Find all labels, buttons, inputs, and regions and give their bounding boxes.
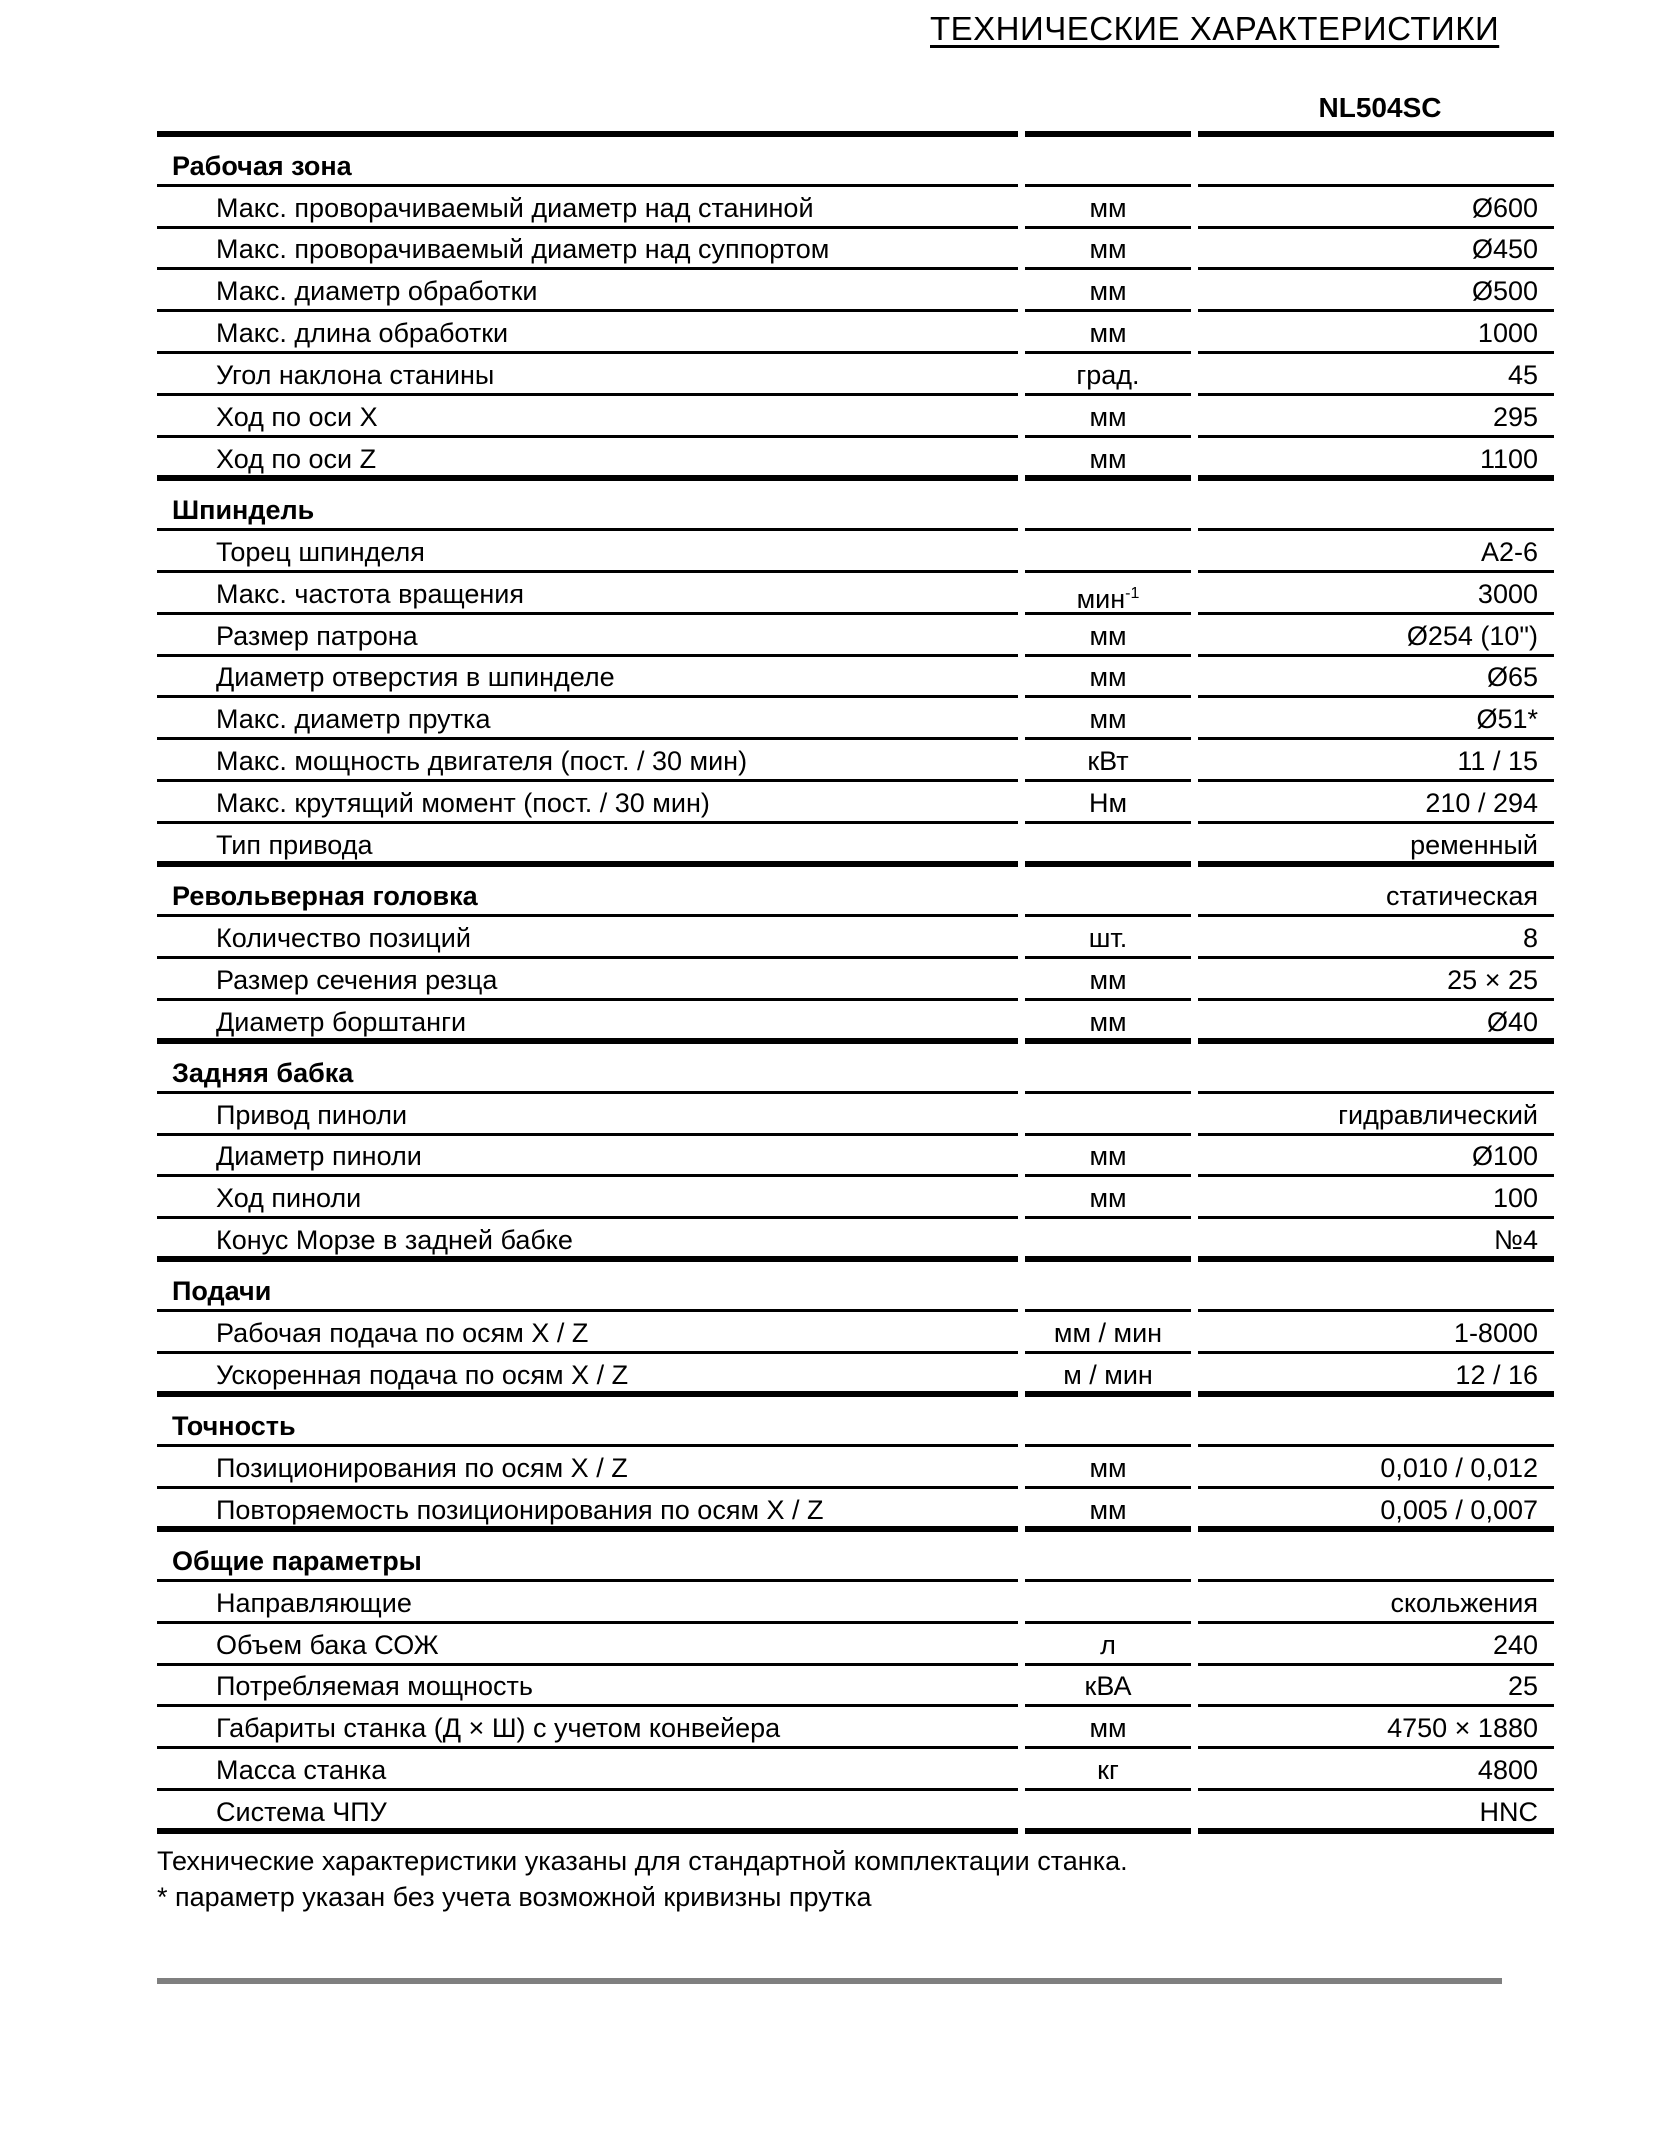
row-divider	[1025, 1309, 1191, 1312]
spec-value: 25	[1507, 1671, 1538, 1701]
row-divider	[1198, 1704, 1554, 1707]
row-divider	[1198, 1091, 1554, 1094]
spec-value: Ø51*	[1476, 704, 1538, 734]
spec-value: 1000	[1477, 318, 1538, 348]
row-divider	[1025, 1091, 1191, 1094]
row-divider	[157, 1216, 1018, 1219]
spec-label: Привод пиноли	[216, 1100, 408, 1130]
spec-unit: мм / мин	[1053, 1318, 1163, 1348]
row-divider	[1198, 267, 1554, 270]
row-divider	[1198, 821, 1554, 824]
row-divider	[157, 309, 1018, 312]
row-divider	[1025, 1174, 1191, 1177]
spec-label: Повторяемость позиционирования по осям X / Z	[216, 1495, 824, 1525]
spec-label: Масса станка	[216, 1755, 387, 1785]
row-divider	[157, 475, 1018, 481]
row-divider	[1198, 1351, 1554, 1354]
row-divider	[1198, 1444, 1554, 1447]
row-divider	[1198, 1133, 1554, 1136]
row-divider	[157, 1746, 1018, 1749]
note-standard: Технические характеристики указаны для стандартной комплектации станка.	[157, 1846, 1128, 1876]
row-divider	[157, 131, 1018, 137]
spec-value: №4	[1494, 1225, 1538, 1255]
spec-value: 8	[1522, 923, 1538, 953]
spec-value: 240	[1492, 1630, 1538, 1660]
row-divider	[157, 351, 1018, 354]
row-divider	[157, 1038, 1018, 1044]
row-divider	[1198, 131, 1554, 137]
row-divider	[157, 1663, 1018, 1666]
row-divider	[1025, 435, 1191, 438]
row-divider	[157, 528, 1018, 531]
spec-label: Макс. проворачиваемый диаметр над суппортом	[216, 234, 830, 264]
spec-label: Объем бака СОЖ	[216, 1630, 439, 1660]
row-divider	[157, 779, 1018, 782]
spec-label: Макс. мощность двигателя (пост. / 30 мин)	[216, 746, 748, 776]
spec-unit: мм	[1089, 621, 1127, 651]
spec-unit: мм	[1089, 1453, 1127, 1483]
spec-label: Габариты станка (Д × Ш) с учетом конвейера	[216, 1713, 781, 1743]
note-footnote: * параметр указан без учета возможной кривизны прутка	[157, 1882, 872, 1912]
spec-unit: м / мин	[1063, 1360, 1153, 1390]
row-divider	[1025, 956, 1191, 959]
row-divider	[1198, 1174, 1554, 1177]
row-divider	[1025, 1444, 1191, 1447]
spec-value: Ø100	[1471, 1141, 1538, 1171]
spec-unit: мм	[1089, 193, 1127, 223]
spec-unit: л	[1100, 1630, 1116, 1660]
spec-label: Макс. длина обработки	[216, 318, 509, 348]
row-divider	[157, 1091, 1018, 1094]
row-divider	[1025, 393, 1191, 396]
row-divider	[1025, 1133, 1191, 1136]
row-divider	[157, 184, 1018, 187]
spec-label: Тип привода	[216, 830, 373, 860]
row-divider	[157, 1579, 1018, 1582]
row-divider	[157, 1351, 1018, 1354]
unit-superscript: -1	[1125, 585, 1140, 602]
spec-unit: мм	[1089, 662, 1127, 692]
row-divider	[1198, 779, 1554, 782]
spec-value: скольжения	[1390, 1588, 1538, 1618]
spec-label: Макс. диаметр прутка	[216, 704, 491, 734]
row-divider	[1025, 1391, 1191, 1397]
row-divider	[1198, 1663, 1554, 1666]
row-divider	[157, 821, 1018, 824]
spec-unit: мм	[1089, 444, 1127, 474]
row-divider	[1025, 570, 1191, 573]
spec-label: Диаметр отверстия в шпинделе	[216, 662, 615, 692]
row-divider	[1025, 1788, 1191, 1791]
row-divider	[1198, 1216, 1554, 1219]
row-divider	[1025, 861, 1191, 867]
spec-value: Ø40	[1486, 1007, 1538, 1037]
spec-label: Ход пиноли	[216, 1183, 362, 1213]
row-divider	[1025, 737, 1191, 740]
row-divider	[157, 1174, 1018, 1177]
row-divider	[157, 654, 1018, 657]
section-title: Револьверная головка	[172, 881, 478, 911]
row-divider	[1198, 1579, 1554, 1582]
row-divider	[157, 1133, 1018, 1136]
spec-label: Ускоренная подача по осям X / Z	[216, 1360, 629, 1390]
row-divider	[157, 1788, 1018, 1791]
row-divider	[1025, 1256, 1191, 1262]
row-divider	[157, 1828, 1018, 1834]
row-divider	[1025, 351, 1191, 354]
row-divider	[1198, 393, 1554, 396]
row-divider	[1025, 821, 1191, 824]
spec-unit: кг	[1097, 1755, 1119, 1785]
section-title: Задняя бабка	[172, 1058, 354, 1088]
row-divider	[1025, 1526, 1191, 1532]
spec-unit: мм	[1089, 1713, 1127, 1743]
row-divider	[1198, 1038, 1554, 1044]
spec-value: HNC	[1479, 1797, 1538, 1827]
spec-unit: мм	[1089, 318, 1127, 348]
row-divider	[1198, 956, 1554, 959]
row-divider	[1198, 861, 1554, 867]
spec-value: Ø65	[1486, 662, 1538, 692]
spec-unit: Нм	[1088, 788, 1128, 818]
row-divider	[1198, 612, 1554, 615]
row-divider	[1025, 1038, 1191, 1044]
spec-value: 45	[1507, 360, 1538, 390]
row-divider	[1025, 1579, 1191, 1582]
spec-label: Макс. крутящий момент (пост. / 30 мин)	[216, 788, 710, 818]
row-divider	[1198, 351, 1554, 354]
spec-value: Ø500	[1471, 276, 1538, 306]
row-divider	[1025, 1746, 1191, 1749]
row-divider	[157, 1621, 1018, 1624]
row-divider	[1198, 695, 1554, 698]
spec-unit: мм	[1089, 234, 1127, 264]
spec-value: 1-8000	[1453, 1318, 1538, 1348]
row-divider	[1198, 475, 1554, 481]
spec-label: Угол наклона станины	[216, 360, 495, 390]
spec-label: Ход по оси X	[216, 402, 378, 432]
model-name: NL504SC	[1318, 92, 1442, 123]
section-title: Рабочая зона	[172, 151, 352, 181]
row-divider	[1025, 779, 1191, 782]
row-divider	[1025, 226, 1191, 229]
row-divider	[157, 570, 1018, 573]
row-divider	[1025, 1663, 1191, 1666]
row-divider	[1198, 737, 1554, 740]
row-divider	[1025, 131, 1191, 137]
row-divider	[157, 612, 1018, 615]
row-divider	[157, 1256, 1018, 1262]
row-divider	[1025, 1828, 1191, 1834]
row-divider	[1025, 1486, 1191, 1489]
row-divider	[1198, 1621, 1554, 1624]
spec-unit: мм	[1089, 965, 1127, 995]
row-divider	[1025, 1216, 1191, 1219]
footer-divider	[157, 1978, 1502, 1984]
row-divider	[157, 435, 1018, 438]
row-divider	[1198, 435, 1554, 438]
spec-value: 11 / 15	[1457, 746, 1538, 776]
row-divider	[1025, 654, 1191, 657]
spec-unit: мм	[1089, 402, 1127, 432]
section-title: Шпиндель	[172, 495, 315, 525]
spec-label: Конус Морзе в задней бабке	[216, 1225, 573, 1255]
row-divider	[1025, 1621, 1191, 1624]
row-divider	[1198, 998, 1554, 1001]
spec-value: гидравлический	[1338, 1100, 1538, 1130]
spec-unit: мин$^{-1}$	[1076, 584, 1140, 614]
spec-label: Макс. частота вращения	[216, 579, 524, 609]
row-divider	[157, 393, 1018, 396]
spec-unit: шт.	[1088, 923, 1128, 953]
spec-unit: кВт	[1087, 746, 1129, 776]
row-divider	[1025, 1351, 1191, 1354]
row-divider	[1025, 1704, 1191, 1707]
spec-value: Ø254 (10")	[1406, 621, 1538, 651]
spec-value: Ø600	[1471, 193, 1538, 223]
page-title: ТЕХНИЧЕСКИЕ ХАРАКТЕРИСТИКИ	[930, 10, 1500, 47]
row-divider	[157, 914, 1018, 917]
row-divider	[157, 1526, 1018, 1532]
row-divider	[1198, 1746, 1554, 1749]
spec-value: 100	[1492, 1183, 1538, 1213]
row-divider	[1025, 998, 1191, 1001]
row-divider	[1198, 570, 1554, 573]
spec-label: Потребляемая мощность	[216, 1671, 533, 1701]
row-divider	[157, 226, 1018, 229]
spec-label: Позиционирования по осям X / Z	[216, 1453, 628, 1483]
spec-value: 0,005 / 0,007	[1380, 1495, 1538, 1525]
row-divider	[157, 737, 1018, 740]
row-divider	[157, 267, 1018, 270]
row-divider	[157, 1444, 1018, 1447]
spec-value: 210 / 294	[1425, 788, 1538, 818]
spec-value: 0,010 / 0,012	[1380, 1453, 1538, 1483]
spec-label: Макс. диаметр обработки	[216, 276, 538, 306]
row-divider	[1025, 184, 1191, 187]
row-divider	[1198, 1486, 1554, 1489]
row-divider	[157, 998, 1018, 1001]
spec-label: Торец шпинделя	[216, 537, 425, 567]
spec-unit: мм	[1089, 276, 1127, 306]
spec-unit: мм	[1089, 1183, 1127, 1213]
row-divider	[157, 1309, 1018, 1312]
spec-value: 12 / 16	[1455, 1360, 1538, 1390]
row-divider	[157, 861, 1018, 867]
row-divider	[1025, 695, 1191, 698]
spec-unit: мм	[1089, 1141, 1127, 1171]
section-title: Общие параметры	[172, 1546, 422, 1576]
row-divider	[157, 956, 1018, 959]
spec-label: Количество позиций	[216, 923, 471, 953]
row-divider	[1025, 267, 1191, 270]
row-divider	[1198, 528, 1554, 531]
spec-value: ременный	[1410, 830, 1538, 860]
spec-value: 25 × 25	[1447, 965, 1538, 995]
spec-label: Диаметр пиноли	[216, 1141, 422, 1171]
row-divider	[1025, 528, 1191, 531]
spec-value: 4750 × 1880	[1387, 1713, 1538, 1743]
row-divider	[1198, 1788, 1554, 1791]
spec-unit: мм	[1089, 1495, 1127, 1525]
row-divider	[1025, 309, 1191, 312]
spec-unit: кВА	[1084, 1671, 1132, 1701]
row-divider	[1198, 184, 1554, 187]
spec-unit: мм	[1089, 1007, 1127, 1037]
spec-label: Ход по оси Z	[216, 444, 377, 474]
row-divider	[157, 1486, 1018, 1489]
row-divider	[157, 1704, 1018, 1707]
row-divider	[1198, 1391, 1554, 1397]
row-divider	[1198, 914, 1554, 917]
spec-label: Макс. проворачиваемый диаметр над станиной	[216, 193, 814, 223]
spec-label: Размер патрона	[216, 621, 418, 651]
spec-label: Направляющие	[216, 1588, 412, 1618]
spec-unit: мм	[1089, 704, 1127, 734]
spec-value: A2-6	[1480, 537, 1538, 567]
section-value: статическая	[1385, 881, 1538, 911]
spec-unit: град.	[1076, 360, 1140, 390]
row-divider	[1198, 1309, 1554, 1312]
row-divider	[1198, 1256, 1554, 1262]
spec-value: 295	[1492, 402, 1538, 432]
spec-label: Система ЧПУ	[216, 1797, 387, 1827]
spec-value: 4800	[1477, 1755, 1538, 1785]
row-divider	[157, 1391, 1018, 1397]
row-divider	[1198, 1828, 1554, 1834]
spec-label: Размер сечения резца	[216, 965, 498, 995]
spec-value: 3000	[1477, 579, 1538, 609]
spec-label: Рабочая подача по осям X / Z	[216, 1318, 589, 1348]
spec-value: Ø450	[1471, 234, 1538, 264]
row-divider	[1198, 309, 1554, 312]
row-divider	[1025, 475, 1191, 481]
section-title: Подачи	[172, 1276, 272, 1306]
spec-label: Диаметр борштанги	[216, 1007, 467, 1037]
row-divider	[1198, 654, 1554, 657]
row-divider	[157, 695, 1018, 698]
section-title: Точность	[172, 1411, 296, 1441]
row-divider	[1198, 226, 1554, 229]
row-divider	[1025, 914, 1191, 917]
row-divider	[1198, 1526, 1554, 1532]
spec-value: 1100	[1479, 444, 1538, 474]
